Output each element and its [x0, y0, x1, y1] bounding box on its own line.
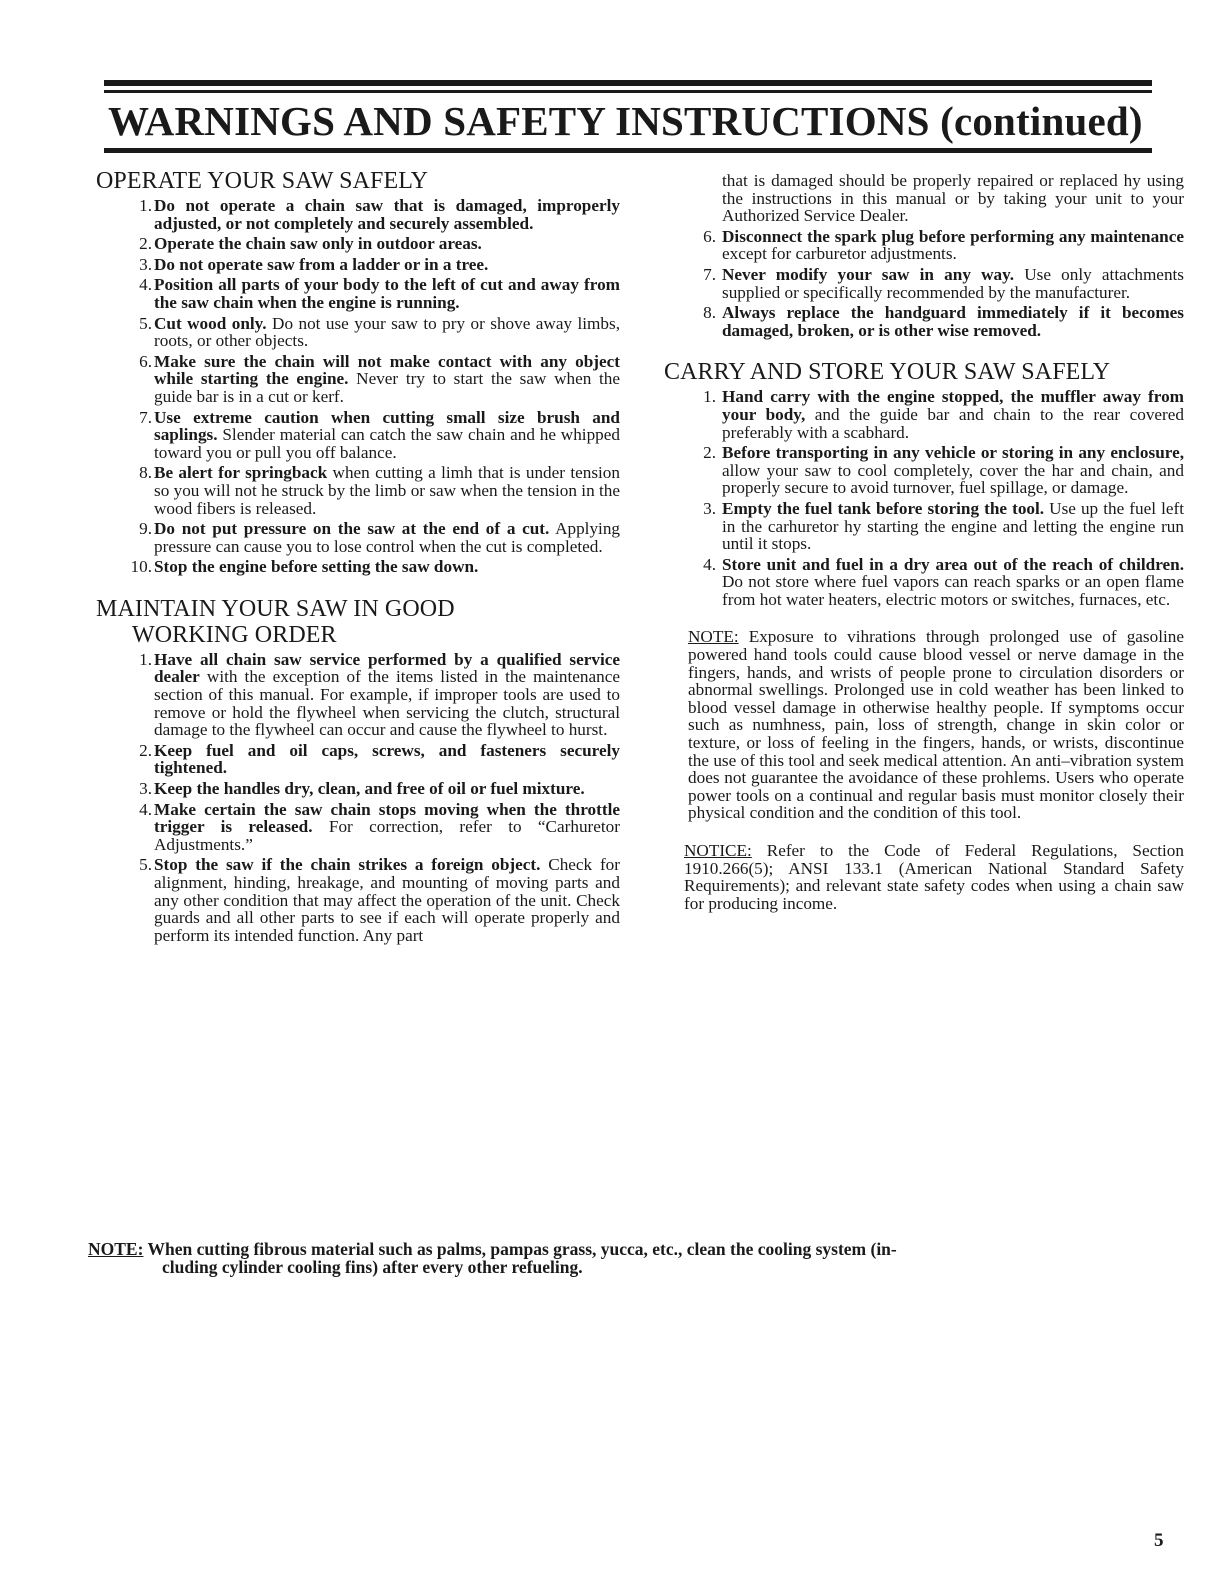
section-heading-maintain: MAINTAIN YOUR SAW IN GOOD WORKING ORDER [96, 595, 455, 648]
list-item: 1. Do not operate a chain saw that is damaged, improperly adjusted, or not completely and securely assembled. [139, 196, 620, 233]
list-item-continuation: that is damaged should be properly repaired or replaced hy using the instructions in this manual or by taking your unit to your Authorized Service Dealer. [722, 171, 1184, 226]
list-item: 3. Empty the fuel tank before storing the tool. Use up the fuel left in the carhuretor hy starting the engine and letting the engine run until it stops. [703, 498, 1184, 554]
page-title: WARNINGS AND SAFETY INSTRUCTIONS (continued) [108, 98, 1143, 144]
page-number: 5 [1154, 1530, 1164, 1551]
list-item: 9. Do not put pressure on the saw at the end of a cut. Applying pressure can cause you to lose control when the cut is completed. [139, 519, 621, 556]
list-item: 8. Be alert for springback when cutting a limh that is under tension so you will not he struck by the limb or saw when the tension in the wood fibers is released. [139, 463, 620, 518]
list-item: 8. Always replace the handguard immediately if it becomes damaged, broken, or is other wise removed. [703, 303, 1184, 340]
maintain-list-continued [664, 172, 1184, 339]
list-item: 2. Operate the chain saw only in outdoor areas. [139, 234, 482, 254]
list-item: 7. Use extreme caution when cutting small size brush and saplings. Slender material can catch the saw chain and he whipped toward you or pull you off balance. [139, 407, 620, 462]
section-heading-carry: CARRY AND STORE YOUR SAW SAFELY [664, 359, 1111, 386]
right-column [664, 172, 1184, 912]
list-item: 4. Position all parts of your body to the left of cut and away from the saw chain when the engine is running. [139, 275, 620, 312]
list-item: 7. Never modify your saw in any way. Use only attachments supplied or specifically recommended by the manufacturer. [703, 264, 1184, 302]
list-item: 5. Stop the saw if the chain strikes a foreign object. Check for alignment, hinding, hreakage, and mounting of moving parts and any other condition that may affect the operation of the unit. Check guards and all other parts to see if each will operate properly and perform its intended function. Any part [139, 855, 620, 945]
vibration-note: NOTE: Exposure to vihrations through prolonged use of gasoline powered hand tools could cause blood vessel or nerve damage in the fingers, hands, and wrists of people prone to circulation disorders or abnormal swellings. Prolonged use in cold weather has been linked to blood vessel damage in otherwise healthy people. If symptoms occur such as numhness, pain, loss of strength, change in skin color or texture, or loss of feeling in the fingers, hands, or wrists, discontinue the use of this tool and seek medical attention. An anti–vibration system does not guarantee the avoidance of these prohlems. Users who operate power tools on a continual and regular basis must monitor closely their physical condition and the condition of this tool. [688, 627, 1184, 823]
list-item: 6. Disconnect the spark plug before performing any maintenance except for carburetor adjustments. [703, 226, 1184, 264]
carry-list [664, 388, 1184, 608]
cooling-system-note: NOTE: When cutting fibrous material such as palms, pampas grass, yucca, etc., clean the cooling system (in- cluding cylinder cooling fins) after every other refueling. [88, 1239, 897, 1277]
list-item: 4. Make certain the saw chain stops moving when the throttle trigger is released. For correction, refer to “Carhuretor Adjustments.” [139, 799, 620, 854]
operate-list [96, 197, 620, 576]
list-item: 6. Make sure the chain will not make contact with any object while starting the engine. Never try to start the saw when the guide bar is in a cut or kerf. [139, 351, 620, 406]
list-item: 5. Cut wood only. Do not use your saw to pry or shove away limbs, roots, or other objects. [139, 313, 620, 351]
left-column [96, 168, 620, 944]
list-item: 2. Keep fuel and oil caps, screws, and fasteners securely tightened. [139, 740, 620, 778]
list-item: 10. Stop the engine before setting the saw down. [130, 557, 479, 577]
list-item: 4. Store unit and fuel in a dry area out of the reach of children. Do not store where fuel vapors can reach sparks or an open flame from hot water heaters, electric motors or switches, furnaces, etc. [703, 554, 1184, 609]
list-item: 3. Do not operate saw from a ladder or in a tree. [139, 254, 489, 274]
notice-block: NOTICE: Refer to the Code of Federal Regulations, Section 1910.266(5); ANSI 133.1 (American National Standard Safety Requirements); and relevant state safety codes when using a chain saw for producing income. [684, 841, 1184, 913]
header-rule-top-thin [104, 90, 1152, 93]
list-item: 3. Keep the handles dry, clean, and free of oil or fuel mixture. [139, 779, 585, 799]
section-heading-operate: OPERATE YOUR SAW SAFELY [96, 168, 429, 194]
list-item: 1. Hand carry with the engine stopped, the muffler away from your body, and the guide bar and chain to the rear covered preferably with a scabhard. [703, 387, 1184, 442]
list-item: 1. Have all chain saw service performed by a qualified service dealer with the exception of the items listed in the maintenance section of this manual. For example, if improper tools are used to remove or hold the flywheel when servicing the clutch, structural damage to the flywheel can occur and cause the flywheel to hurst. [139, 649, 620, 740]
header-rule-bottom [104, 148, 1152, 153]
list-item: 2. Before transporting in any vehicle or storing in any enclosure, allow your saw to cool completely, cover the har and chain, and properly secure to avoid turnover, fuel spillage, or damage. [703, 443, 1184, 498]
header-rule-top [104, 80, 1152, 86]
maintain-list [96, 651, 620, 945]
